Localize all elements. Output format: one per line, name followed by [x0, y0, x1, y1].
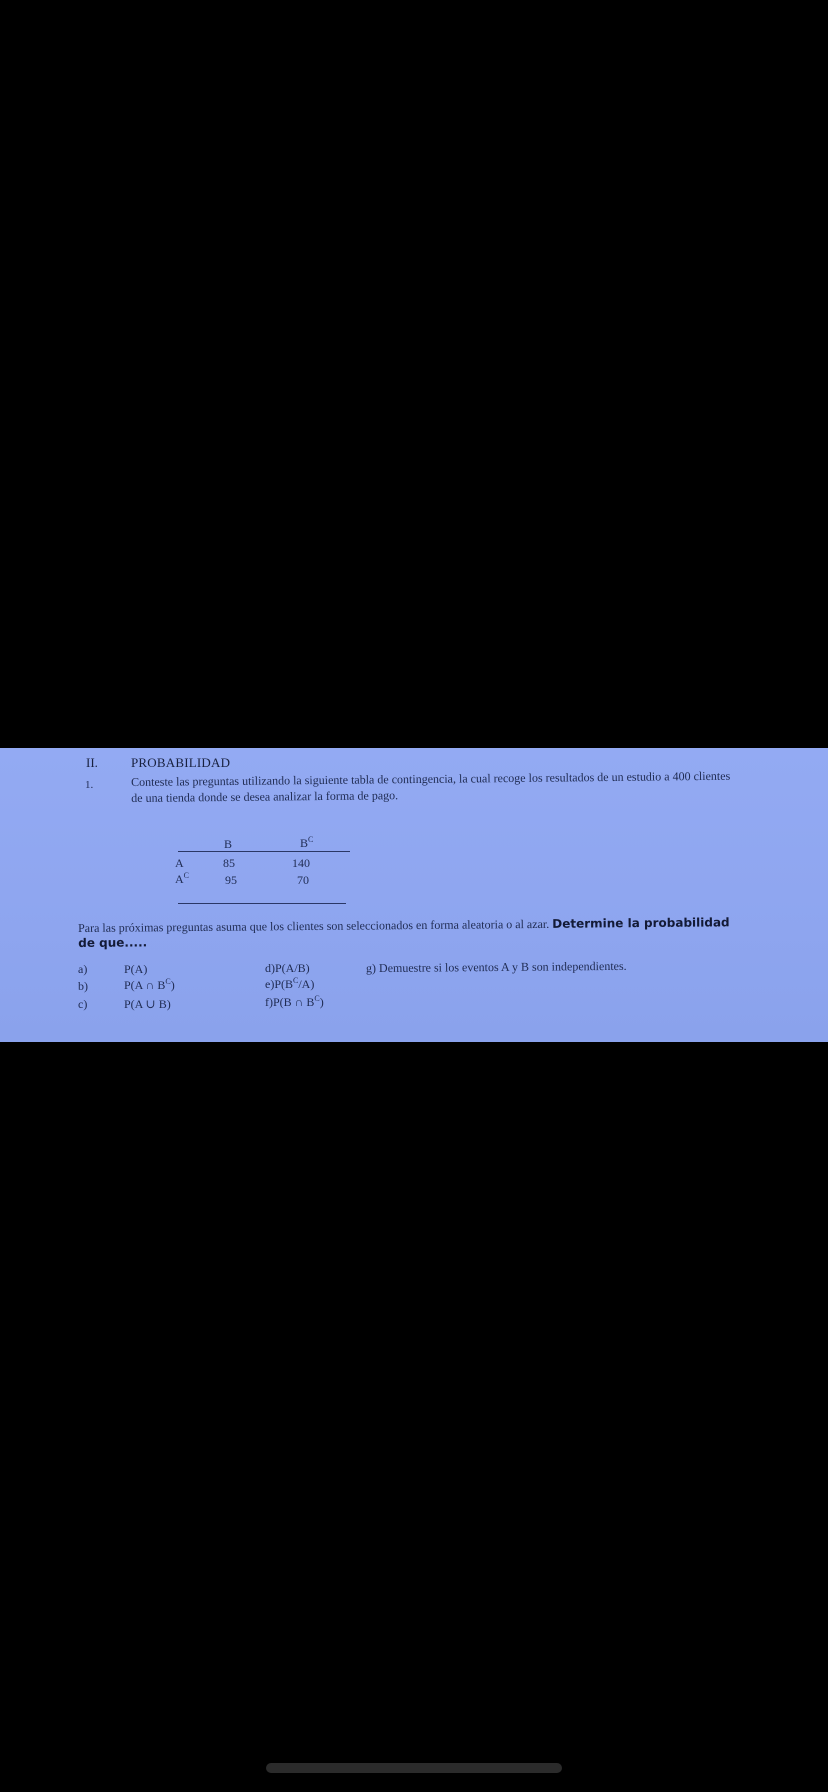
cell-ac-bc: 70 [297, 873, 309, 887]
item-d-expr: d)P(A/B) [265, 961, 310, 975]
home-indicator[interactable] [266, 1763, 562, 1773]
instructions-plain: Para las próximas preguntas asuma que los clientes son seleccionados en forma aleatoria o al azar. [78, 916, 550, 935]
instructions-bold: Determine la probabilidad de que..... [78, 915, 730, 950]
item-b-letter: b) [78, 979, 88, 993]
cell-ac-b: 95 [225, 873, 237, 887]
section-number: II. [86, 755, 98, 770]
item-a-letter: a) [78, 962, 88, 976]
document-photo [0, 748, 828, 1042]
question-text: Conteste las preguntas utilizando la siguiente tabla de contingencia, la cual recoge los resultados de un estudio a 400 clientes de una tienda donde se desea analizar la forma de pago. [131, 768, 731, 805]
item-a-expr: P(A) [124, 962, 148, 976]
question-number: 1. [85, 779, 94, 791]
item-g-expr: g) Demuestre si los eventos A y B son independientes. [365, 958, 627, 976]
section-title: PROBABILIDAD [131, 755, 231, 770]
table-bottom-line [178, 903, 346, 904]
item-c-letter: c) [78, 997, 88, 1011]
cell-a-bc: 140 [292, 856, 310, 870]
col-header-bc: $B^C$ [300, 835, 314, 850]
item-f-expr: f)P(B ∩ $B^C$) [265, 994, 324, 1009]
row-header-ac: $A^C$ [175, 871, 190, 886]
cell-a-b: 85 [223, 856, 235, 870]
instructions-text [78, 915, 738, 951]
item-b-expr: P(A ∩ $B^C$) [124, 977, 175, 992]
table-header-line [178, 851, 350, 852]
item-c-expr: P(A ∪ B) [124, 997, 171, 1011]
item-e-expr: $e)P(B^C/A)$ [265, 976, 315, 991]
row-header-a: A [175, 856, 184, 870]
col-header-b: B [224, 837, 233, 851]
